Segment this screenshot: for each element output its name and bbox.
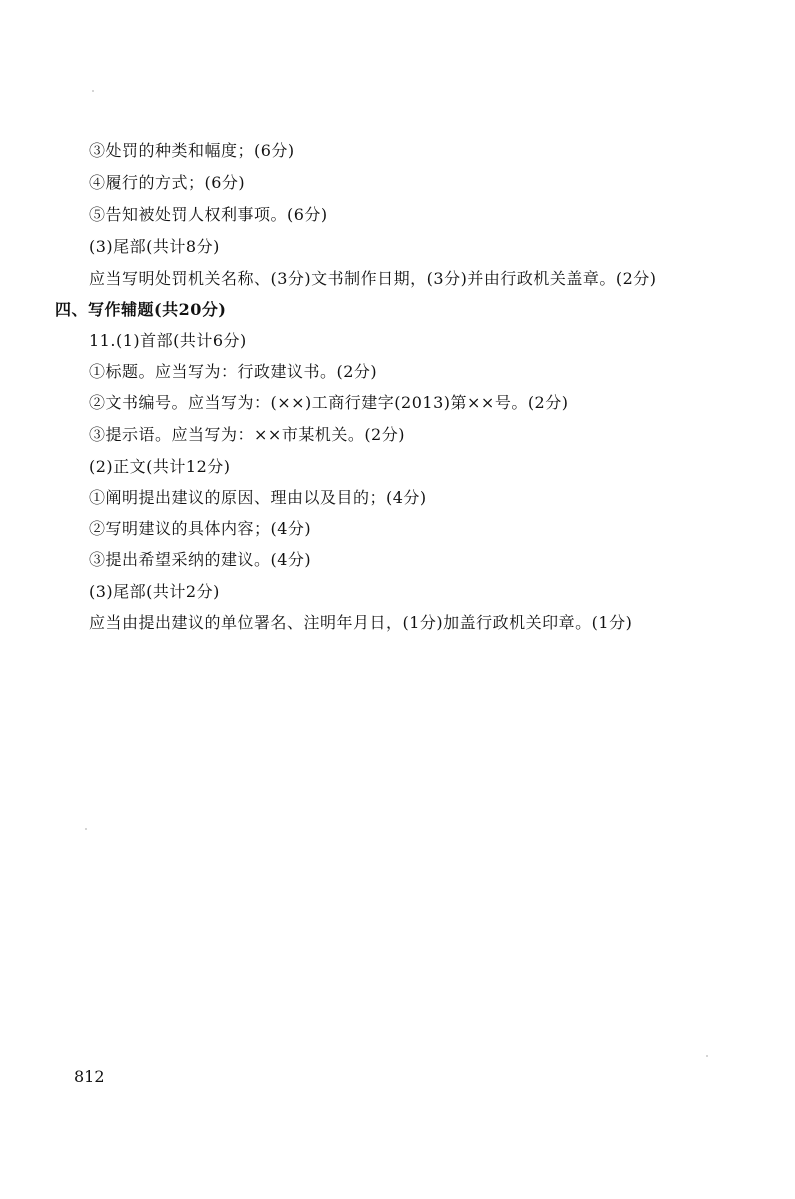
text-line-q11-header: 11.(1)首部(共计6分) (89, 331, 247, 350)
text-line-end-heading: (3)尾部(共计2分) (89, 582, 220, 601)
text-line-footer-detail: 应当写明处罚机关名称、(3分)文书制作日期，(3分)并由行政机关盖章。(2分) (89, 269, 657, 288)
text-line-footer-heading: (3)尾部(共计8分) (89, 237, 220, 256)
text-line-suggestion: ③提出希望采纳的建议。(4分) (89, 550, 312, 569)
scan-speck (85, 828, 87, 830)
text-line-content: ②写明建议的具体内容；(4分) (89, 519, 312, 538)
text-line-doc-number: ②文书编号。应当写为：(××)工商行建字(2013)第××号。(2分) (89, 393, 569, 412)
text-line-performance-method: ④履行的方式；(6分) (89, 173, 246, 192)
text-line-rights-notice: ⑤告知被处罚人权利事项。(6分) (89, 205, 328, 224)
text-line-penalty-type: ③处罚的种类和幅度；(6分) (89, 141, 295, 160)
text-line-reason: ①阐明提出建议的原因、理由以及目的；(4分) (89, 488, 427, 507)
text-line-prompt: ③提示语。应当写为：××市某机关。(2分) (89, 425, 405, 444)
text-line-title: ①标题。应当写为：行政建议书。(2分) (89, 362, 378, 381)
text-line-end-detail: 应当由提出建议的单位署名、注明年月日，(1分)加盖行政机关印章。(1分) (89, 613, 633, 632)
scan-speck (92, 90, 94, 92)
page-number: 812 (74, 1067, 105, 1086)
scan-speck (706, 1055, 708, 1057)
section-heading-writing: 四、写作辅题(共20分) (55, 300, 227, 319)
text-line-body-heading: (2)正文(共计12分) (89, 457, 231, 476)
